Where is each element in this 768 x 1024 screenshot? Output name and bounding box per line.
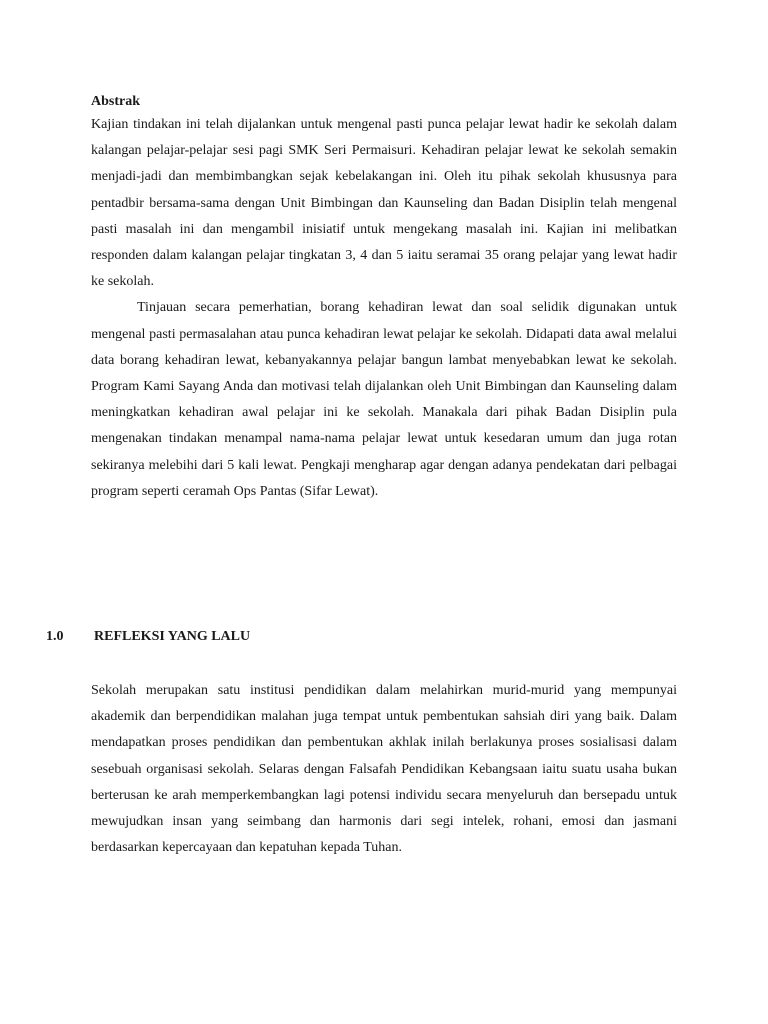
abstract-paragraph-2: Tinjauan secara pemerhatian, borang kehadiran lewat dan soal selidik digunakan untuk mengenal pasti permasalahan atau punca kehadiran lewat pelajar ke sekolah. Didapati data awal melalui data borang kehadiran lewat, kebanyakannya pelajar bangun lambat menyebabkan lewat ke sekolah. Program Kami Sayang Anda dan motivasi telah dijalankan oleh Unit Bimbingan dan Kaunseling dalam meningkatkan kehadiran awal pelajar ini ke sekolah. Manakala dari pihak Badan Disiplin pula mengenakan tindakan menampal nama-nama pelajar lewat untuk kesedaran umum dan juga rotan sekiranya melebihi dari 5 kali lewat. Pengkaji mengharap agar dengan adanya pendekatan dari pelbagai program seperti ceramah Ops Pantas (Sifar Lewat). [91, 300, 677, 499]
section-body [91, 678, 677, 861]
abstract-paragraph-1: Kajian tindakan ini telah dijalankan untuk mengenal pasti punca pelajar lewat hadir ke sekolah dalam kalangan pelajar-pelajar sesi pagi SMK Seri Permaisuri. Kehadiran pelajar lewat ke sekolah semakin menjadi-jadi dan membimbangkan sejak kebelakangan ini. Oleh itu pihak sekolah khususnya para pentadbir bersama-sama dengan Unit Bimbingan dan Kaunseling dan Badan Disiplin telah mengenal pasti masalah ini dan mengambil inisiatif untuk mengekang masalah ini. Kajian ini melibatkan responden dalam kalangan pelajar tingkatan 3, 4 dan 5 iaitu seramai 35 orang pelajar yang lewat hadir ke sekolah. [91, 117, 677, 290]
abstract-heading: Abstrak [91, 94, 141, 109]
section-paragraph: Sekolah merupakan satu institusi pendidikan dalam melahirkan murid-murid yang mempunyai akademik dan berpendidikan malahan juga tempat untuk pembentukan sahsiah diri yang baik. Dalam mendapatkan proses pendidikan dan pembentukan akhlak inilah berlakunya proses sosialisasi dalam sesebuah organisasi sekolah. Selaras dengan Falsafah Pendidikan Kebangsaan iaitu suatu usaha bukan berterusan ke arah memperkembangkan lagi potensi individu secara menyeluruh dan bersepadu untuk mewujudkan insan yang seimbang dan harmonis dari segi intelek, rohani, emosi dan jasmani berdasarkan kepercayaan dan kepatuhan kepada Tuhan. [91, 683, 677, 856]
section-title: REFLEKSI YANG LALU [94, 629, 251, 644]
section-number: 1.0 [46, 629, 64, 644]
abstract-block [91, 92, 677, 505]
section-heading [46, 627, 250, 647]
